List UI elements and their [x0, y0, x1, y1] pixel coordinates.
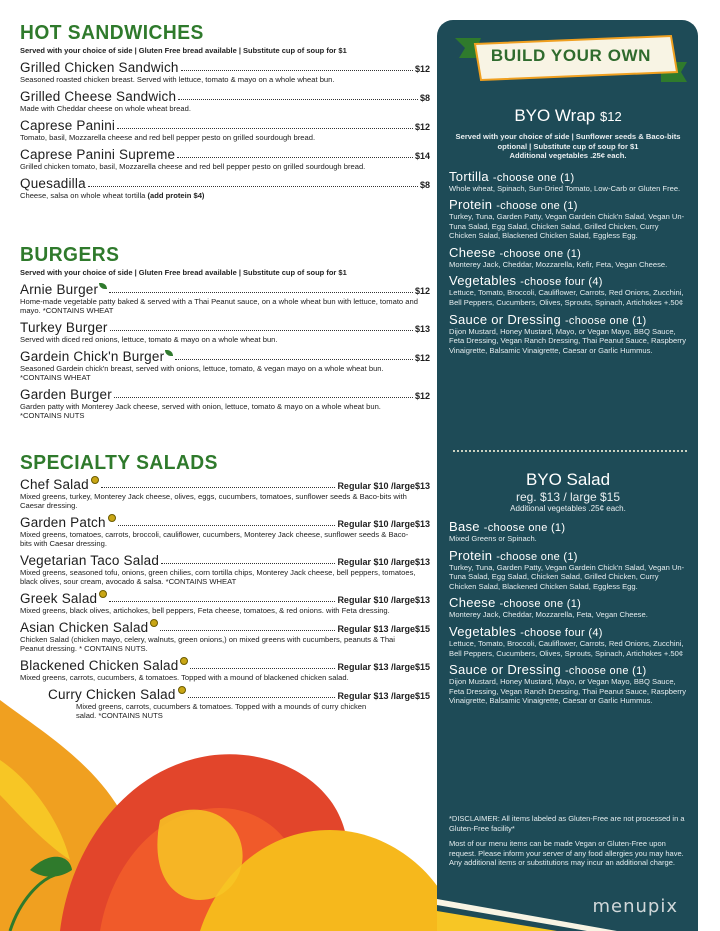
item-name: Caprese Panini: [20, 118, 116, 133]
menu-item: [20, 620, 432, 653]
item-price: $8: [419, 93, 430, 103]
section-subtitle: Served with your choice of side | Gluten Free bread available | Substitute cup of soup for $1: [20, 268, 347, 277]
category-choose: -choose one (1): [499, 247, 582, 260]
item-name: Chef Salad: [20, 477, 89, 492]
leader-dots: [181, 70, 413, 71]
item-name: Greek Salad: [20, 591, 98, 606]
flower-illustration: [0, 700, 440, 931]
gluten-free-icon: [178, 686, 186, 694]
category-base: [449, 519, 687, 544]
item-price: $12: [414, 353, 430, 363]
category-choose: -choose four (4): [520, 276, 603, 289]
item-description: Mixed greens, seasoned tofu, onions, green chilies, corn tortilla chips, Monterey Jack cheese, bell peppers, tomatoes, black olives, sour cream, avocado & salsa. *CONTAINS WHEAT: [20, 568, 416, 586]
item-name: Quesadilla: [20, 176, 86, 191]
section-specialty-salads: [20, 452, 432, 720]
category-protein: [449, 548, 687, 592]
item-description: Grilled chicken tomato, basil, Mozzarella cheese and red bell pepper pesto on grilled sourdough bread.: [20, 162, 366, 171]
category-name: Sauce or Dressing: [449, 311, 562, 327]
section-subtitle: Served with your choice of side | Gluten Free bread available | Substitute cup of soup for $1: [20, 46, 347, 55]
item-price: Regular $10 /large$13: [337, 481, 430, 491]
section-title: HOT SANDWICHES: [20, 22, 204, 44]
vegan-leaf-icon: [165, 350, 173, 356]
category-name: Base: [449, 519, 480, 534]
item-description: [20, 191, 420, 200]
menu-item: [20, 477, 432, 510]
category-name: Protein: [449, 197, 493, 213]
disclaimer-block: [449, 814, 689, 868]
item-description: Seasoned Gardein chick'n breast, served with onions, lettuce, tomato, & vegan mayo on a whole wheat bun. *CONTAINS WHEAT: [20, 364, 384, 382]
category-cheese: [449, 595, 687, 620]
item-description: Chicken Salad (chicken mayo, celery, walnuts, green onions,) on mixed greens with cucumbers, peanuts & Thai Peanut dressing. * CONTAINS NUTS.: [20, 635, 395, 653]
byo-salad-categories: [449, 519, 687, 706]
category-options: Dijon Mustard, Honey Mustard, Mayo, or Vegan Mayo, BBQ Sauce, Feta Dressing, Vegan Ranch Dressing, Thai Peanut Sauce, Raspberry Vinaigrette, Balsamic Vinaigrette, Caesar or Garlic Hummus.: [449, 326, 687, 355]
category-name: Vegetables: [449, 273, 517, 289]
item-description-bold: (add protein $4): [147, 191, 205, 200]
category-choose: -choose one (1): [564, 665, 647, 678]
item-name: Caprese Panini Supreme: [20, 147, 176, 162]
item-name: Grilled Chicken Sandwich: [20, 60, 179, 75]
category-sauce: [449, 312, 687, 356]
byo-wrap: [449, 106, 687, 355]
leader-dots: [175, 359, 413, 360]
leader-dots: [177, 157, 413, 158]
category-name: Tortilla: [449, 168, 489, 184]
item-name: Garden Patch: [20, 515, 106, 530]
menu-item: [20, 349, 432, 382]
banner-title: BUILD YOUR OWN: [490, 46, 652, 65]
category-options: Dijon Mustard, Honey Mustard, Mayo, or Vegan Mayo, BBQ Sauce, Feta Dressing, Vegan Ranch Dressing, Thai Peanut Sauce, Raspberry Vinaigrette, Balsamic Vinaigrette, Caesar or Garlic Hummus.: [449, 677, 687, 706]
category-choose: -choose one (1): [483, 522, 566, 534]
item-price: Regular $13 /large$15: [337, 691, 430, 701]
category-options: Turkey, Tuna, Garden Patty, Vegan Gardein Chick'n Salad, Vegan Un-Tuna Salad, Egg Salad, Chicken Salad, Grilled Chicken, Curry Chicken Salad, Blackened Chicken Salad, Eggless Egg.: [449, 562, 685, 591]
category-name: Cheese: [449, 595, 496, 611]
item-description: Mixed greens, carrots, cucumbers & tomatoes. Topped with a mounds of curry chicken salad. *CONTAINS NUTS: [76, 702, 367, 720]
menu-item: [20, 320, 432, 344]
category-name: Cheese: [449, 244, 496, 260]
category-options: Mixed Greens or Spinach.: [449, 534, 537, 543]
menu-item: [20, 591, 432, 615]
category-name: Sauce or Dressing: [449, 662, 562, 678]
item-name: Grilled Cheese Sandwich: [20, 89, 177, 104]
allergy-note: Most of our menu items can be made Vegan or Gluten-Free upon request. Please inform your server of any food allergies you may have. Any additional items or substitutions may incur an additional charge.: [449, 839, 684, 867]
menu-item: [20, 658, 432, 682]
leader-dots: [101, 487, 336, 488]
menu-item: [20, 282, 432, 315]
item-description: Mixed greens, turkey, Monterey Jack cheese, olives, eggs, cucumbers, tomatoes, sunflower seeds & Baco-bits with Caesar dressing.: [20, 492, 407, 510]
category-options: Monterey Jack, Cheddar, Mozzarella, Feta, Vegan Cheese.: [449, 610, 648, 620]
category-options: Lettuce, Tomato, Broccoli, Cauliflower, Carrots, Red Onions, Zucchini, Bell Peppers, Cucumbers, Olives, Sprouts, Spinach, Artichokes +.50¢: [449, 288, 684, 308]
leader-dots: [178, 99, 418, 100]
leader-dots: [109, 601, 335, 602]
gluten-free-icon: [99, 590, 107, 598]
byo-wrap-categories: [449, 169, 687, 356]
watermark: menupix: [592, 896, 678, 917]
item-description: Served with diced red onions, lettuce, tomato & mayo on a whole wheat bun.: [20, 335, 278, 344]
gluten-free-icon: [180, 657, 188, 665]
byo-wrap-title: [449, 106, 687, 126]
item-description: Home-made vegetable patty baked & served with a Thai Peanut sauce, on a whole wheat bun with lettuce, tomato and mayo. *CONTAINS WHEAT: [20, 297, 418, 315]
item-description: Mixed greens, carrots, cucumbers, & tomatoes. Topped with a mound of blackened chicken salad.: [20, 673, 349, 682]
byo-wrap-name: BYO Wrap: [514, 106, 596, 125]
item-description: Made with Cheddar cheese on whole wheat bread.: [20, 104, 191, 113]
item-price: $14: [414, 151, 430, 161]
item-price: $8: [419, 180, 430, 190]
menu-item: [20, 176, 432, 200]
byo-salad-title: BYO Salad: [525, 470, 611, 489]
item-name: Curry Chicken Salad: [48, 687, 176, 702]
item-price: $13: [414, 324, 430, 334]
category-choose: -choose one (1): [564, 314, 647, 327]
menu-item: [20, 89, 432, 113]
item-description-text: Cheese, salsa on whole wheat tortilla: [20, 191, 146, 200]
section-hot-sandwiches: [20, 22, 432, 200]
menu-item: [20, 147, 432, 171]
section-title: BURGERS: [20, 244, 120, 266]
byo-wrap-price: $12: [599, 109, 622, 124]
item-name: Arnie Burger: [20, 282, 99, 297]
leader-dots: [161, 563, 335, 564]
menu-item: [20, 60, 432, 84]
leader-dots: [88, 186, 418, 187]
category-cheese: [449, 245, 687, 270]
category-protein: [449, 197, 687, 241]
category-tortilla: [449, 169, 687, 194]
byo-salad-price: reg. $13 / large $15: [515, 490, 621, 504]
byo-wrap-extra: Additional vegetables .25¢ each.: [509, 151, 627, 160]
category-options: Whole wheat, Spinach, Sun-Dried Tomato, Low-Carb or Gluten Free.: [449, 183, 681, 193]
category-name: Vegetables: [449, 623, 517, 639]
item-name: Vegetarian Taco Salad: [20, 553, 160, 568]
menu-item: [20, 515, 432, 548]
category-vegetables: [449, 624, 687, 658]
item-description: Mixed greens, black olives, artichokes, bell peppers, Feta cheese, tomatoes, & red onions. with Feta dressing.: [20, 606, 390, 615]
leader-dots: [117, 128, 413, 129]
item-description: Garden patty with Monterey Jack cheese, served with onion, lettuce, tomato & mayo on a whole wheat bun. *CONTAINS NUTS: [20, 402, 381, 420]
item-description: Tomato, basil, Mozzarella cheese and red bell pepper pesto on grilled sourdough bread.: [20, 133, 316, 142]
category-choose: -choose one (1): [492, 171, 575, 184]
disclaimer-text: *DISCLAIMER: All items labeled as Gluten-Free are not processed in a Gluten-Free facility*: [449, 814, 685, 833]
leader-dots: [110, 330, 413, 331]
byo-salad-extra: Additional vegetables .25¢ each.: [510, 504, 626, 513]
leader-dots: [118, 525, 336, 526]
byo-salad: [449, 470, 687, 706]
build-your-own-panel: [437, 20, 698, 931]
section-burgers: [20, 244, 432, 420]
item-price: Regular $10 /large$13: [337, 557, 430, 567]
item-name: Turkey Burger: [20, 320, 108, 335]
item-description: Mixed greens, tomatoes, carrots, broccoli, cauliflower, cucumbers, Monterey Jack cheese, sunflower seeds & Baco-bits with Caesar dressing.: [20, 530, 409, 548]
leader-dots: [160, 630, 335, 631]
item-price: $12: [414, 64, 430, 74]
category-sauce: [449, 662, 687, 706]
item-price: Regular $10 /large$13: [337, 519, 430, 529]
vegan-leaf-icon: [99, 283, 107, 289]
leader-dots: [114, 397, 413, 398]
leader-dots: [188, 697, 336, 698]
category-choose: -choose one (1): [496, 550, 578, 563]
menu-item: [20, 553, 432, 586]
gluten-free-icon: [108, 514, 116, 522]
section-title: SPECIALTY SALADS: [20, 452, 218, 474]
item-price: $12: [414, 391, 430, 401]
item-price: Regular $13 /large$15: [337, 662, 430, 672]
gluten-free-icon: [150, 619, 158, 627]
category-choose: -choose one (1): [499, 598, 582, 611]
item-price: Regular $10 /large$13: [337, 595, 430, 605]
category-options: Lettuce, Tomato, Broccoli, Cauliflower, Carrots, Red Onions, Zucchini, Bell Peppers, Cucumbers, Olives, Sprouts, Spinach, Artichokes +.50¢: [449, 638, 684, 658]
leader-dots: [109, 292, 413, 293]
item-name: Blackened Chicken Salad: [20, 658, 179, 673]
menu-item: [20, 118, 432, 142]
leader-dots: [190, 668, 335, 669]
section-divider: [453, 450, 687, 452]
gluten-free-icon: [91, 476, 99, 484]
item-name: Garden Burger: [20, 387, 112, 402]
item-price: $12: [414, 286, 430, 296]
item-name: Gardein Chick'n Burger: [20, 349, 165, 364]
category-vegetables: [449, 273, 687, 307]
item-name: Asian Chicken Salad: [20, 620, 149, 635]
menu-item: [20, 387, 432, 420]
item-price: Regular $13 /large$15: [337, 624, 430, 634]
category-options: Turkey, Tuna, Garden Patty, Vegan Gardein Chick'n Salad, Vegan Un-Tuna Salad, Egg Salad, Chicken Salad, Grilled Chicken, Curry Chicken Salad, Blackened Chicken Salad, Eggless Egg.: [449, 212, 685, 241]
category-name: Protein: [449, 547, 493, 563]
category-choose: -choose one (1): [496, 200, 578, 213]
category-options: Monterey Jack, Cheddar, Mozzarella, Kefir, Feta, Vegan Cheese.: [449, 259, 668, 269]
category-choose: -choose four (4): [520, 626, 603, 639]
byo-wrap-subtitle: Served with your choice of side | Sunflower seeds & Baco-bits optional | Substitute cup of soup for $1: [455, 132, 681, 151]
item-description: Seasoned roasted chicken breast. Served with lettuce, tomato & mayo on a whole wheat bun.: [20, 75, 335, 84]
item-price: $12: [414, 122, 430, 132]
